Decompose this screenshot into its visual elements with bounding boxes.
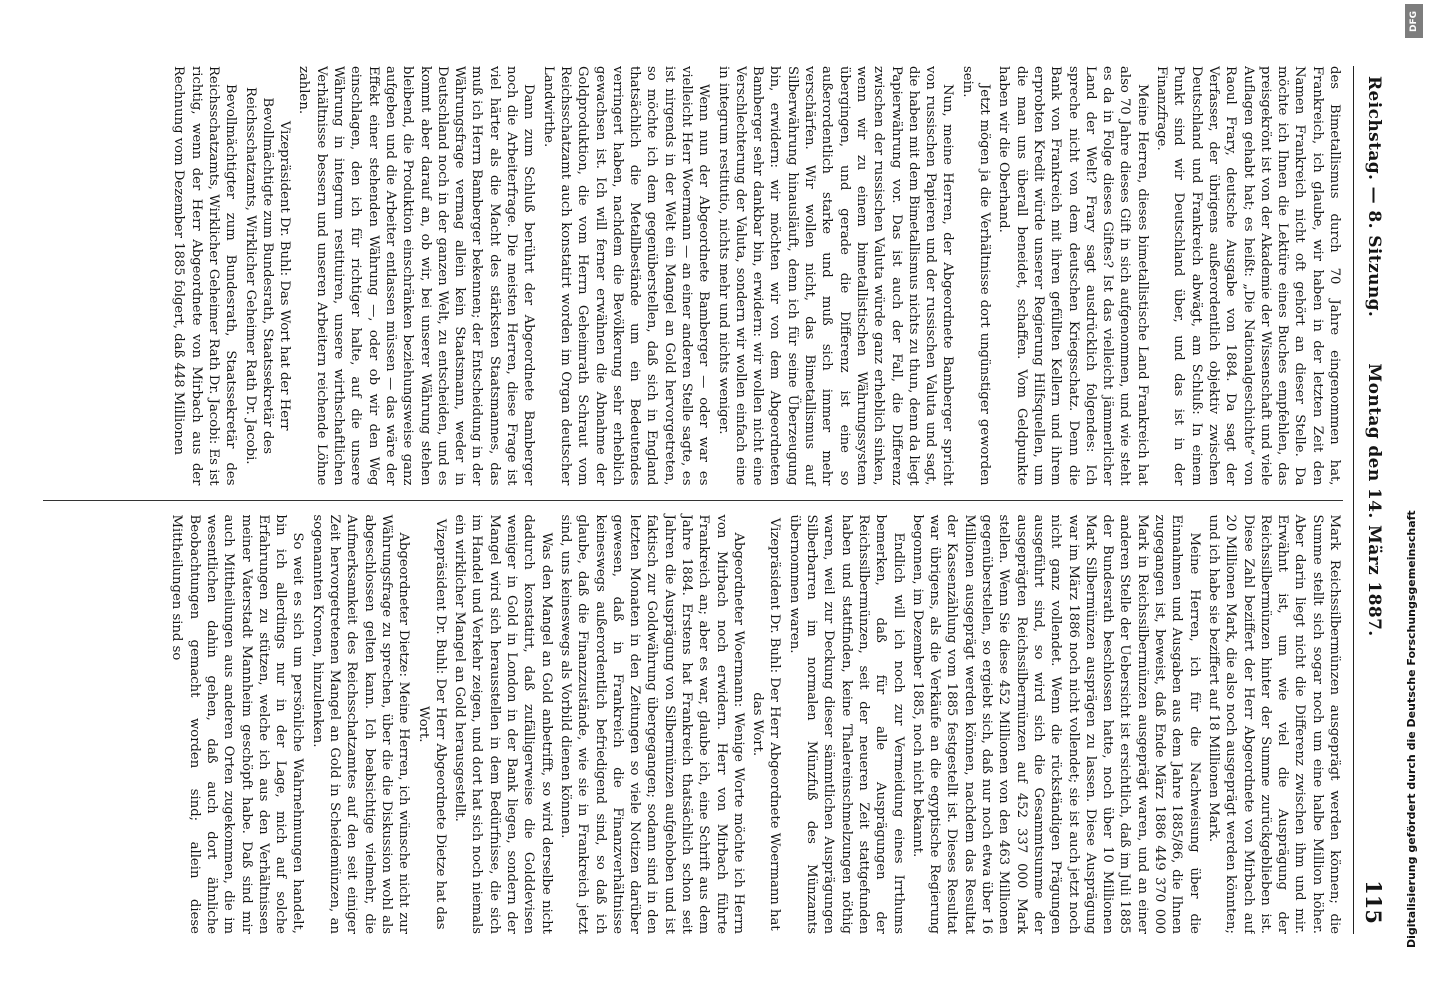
president-announcement: Vizepräsident Dr. Buhl: Der Herr Abgeordnete Woermann hat das Wort.	[750, 517, 783, 931]
right-paragraph: Endlich will ich noch zur Vermeidung eines Irrthums bemerken, daß für alle Ausprägungen der Reichssilbermünzen, seit der neueren Zeit stattgefunden haben und stattfinden, keine Thalereinschmelzungen nöthig waren, weil zur Deckung dieser sämmtlichen Ausprägungen Silberbarren im normalen Münzfuß des Münzamts übernommen waren.	[786, 514, 906, 934]
left-column	[43, 66, 1343, 500]
right-paragraph: Was den Mangel an Gold anbetrifft, so wird derselbe nicht dadurch konstatirt, daß zufälligerweise die Golddevisen weniger in Gold in London in der Bank liegen, sondern der Mangel wird sich herausstellen in dem Bedürfnisse, die sich im Handel und Verkehr zeigen, und dort hat sich noch niemals ein wirklicher Mangel an Gold herausgestellt.	[452, 514, 554, 934]
header-left-title: Reichstag. — 8. Sitzung.	[1364, 76, 1384, 318]
left-paragraph: Dann zum Schluß berührt der Abgeordnete Bamberger noch die Arbeiterfrage. Die meisten Herren, diese Frage ist viel härter als die Macht des stärksten Staatsmannes, das muß ich Herrn Bamberger bekennen; der Entscheidung in der Währungsfrage vermag allein kein Staatsmann, weder in Deutschland noch in der ganzen Welt, zu entscheiden, und es kommt aber darauf an, ob wir, bei unserer Währung stehen bleibend, die Produktion einschränken beziehungsweise ganz aufgeben und die Arbeiter entlassen müssen — das wäre der Effekt einer stehenden Währung —, oder ob wir den Weg einschlagen, den ich für richtiger halte, auf die unsere Währung in integrum restituiren, unsere wirthschaftlichen Verhältnisse bessern und unseren Arbeitern reichende Löhne zahlen.	[296, 66, 537, 486]
right-paragraph: Mark Reichssilbermünzen ausgeprägt werden können; die Summe stellt sich sogar noch um eine halbe Million höher. Aber darin liegt nicht die Differenz zwischen ihm und mir. Erwähnt ist, um wie viel die Ausprägung der Reichssilbermünzen hinter der Summe zurückgeblieben ist. Diese Zahl beziffert der Herr Abgeordnete von Mirbach auf 20 Millionen Mark, die also noch ausgeprägt werden könnten; und ich habe sie beziffert auf 18 Millionen Mark.	[1205, 514, 1342, 934]
digitization-watermark	[1401, 0, 1427, 1000]
speaker-paragraph: Abgeordneter Woermann: Wenige Worte möchte ich Herrn von Mirbach noch erwidern. Herr von Mirbach führte Frankreich an; aber es war, glaube ich, eine Schrift aus dem Jahre 1884. Erstens hat Frankreich thatsächlich schon seit Jahren die Ausprägung von Silbermünzen aufgehoben und ist faktisch zur Goldwährung übergegangen; sodann sind in den letzten Monaten in den Zeitungen so viele Notizen darüber gewesen, daß in Frankreich die Finanzverhältnisse keineswegs außerordentlich befriedigend sind, so daß ich glaube, daß die Finanzzustände, wie sie in Frankreich jetzt sind, uns keineswegs als Vorbild dienen können.	[557, 514, 746, 934]
watermark-text: Digitalisierung gefördert durch die Deutsche Forschungsgemeinschaft	[1405, 510, 1418, 948]
speaker-paragraph: Abgeordneter Dietze: Meine Herren, ich wünsche nicht zur Währungsfrage zu sprechen, über die die Diskussion wohl als abgeschlossen gelten kann. Ich beabsichtige vielmehr, die Aufmerksamkeit des Reichsschatzamtes auf den seit einiger Zeit hervorgetretenen Mangel an Gold in Scheidemünzen, an sogenannten Kronen, hinzulenken.	[309, 514, 412, 934]
right-paragraph: Meine Herren, ich für die Nachweisung über die Einnahmen und Ausgaben aus dem Jahre 1885/86, die Ihnen zugegangen ist, beweist, daß Ende März 1886 449 370 000 Mark in Reichssilbermünzen ausgeprägt waren, und an einer anderen Stelle der Uebersicht ist ersichtlich, daß im Juli 1885 der Bundesrath beschlossen hatte, noch über 10 Millionen Mark Silbermünzen ausprägen zu lassen. Diese Ausprägung war im März 1886 noch nicht vollendet; sie ist auch jetzt noch nicht ganz vollendet. Wenn die rückständigen Prägungen ausgeführt sind, so wird sich die Gesammtsumme der ausgeprägten Reichssilbermünzen auf 452 337 000 Mark stellen. Wenn Sie diese 452 Millionen von den 463 Millionen gegenüberstellen, so ergiebt sich, daß nur noch etwa über 16 Millionen ausgeprägt werden können, nachdem das Resultat der Kassenzählung vom 1885 festgestellt ist. Dieses Resultat war übrigens, als die Verkäufe an die egyptische Regierung begonnen, im Dezember 1885, noch nicht bekannt.	[909, 514, 1202, 934]
president-announcement: Vizepräsident Dr. Buhl: Der Herr Abgeordnete Dietze hat das Wort.	[415, 518, 448, 930]
text-columns	[43, 66, 1343, 934]
right-paragraph: So weit es sich um persönliche Wahrnehmungen handelt, bin ich allerdings nur in der Lage, mich auf solche Erfahrungen zu stützen, welche ich aus den Verhältnissen meiner Vaterstadt Mannheim geschöpft habe. Daß sind mir auch Mittheilungen aus anderen Orten zugekommen, die im wesentlichen dahin gehen, daß auch dort ähnliche Beobachtungen gemacht worden sind; allein diese Mittheilungen sind so	[169, 514, 306, 934]
page-number: 115	[1361, 880, 1386, 924]
left-paragraph: Wenn nun der Abgeordnete Bamberger — oder war es vielleicht Herr Woermann — an einer anderen Stelle sagte, es ist nirgends in der Welt ein Mangel an Gold hervorgetreten, so möchte ich dem gegenüberstellen, daß sich in England thatsächlich die Metallbestände um ein Bedeutendes verringert haben, nachdem die Bevölkerung sehr erheblich gewachsen ist. Ich will ferner erwähnen die Abnahme der Goldproduktion, die vom Herrn Geheimrath Schraut vom Reichsschatzamt auch konstatirt worden im Organ deutscher Landwirthe.	[540, 66, 712, 486]
scanned-page	[12, 20, 1420, 980]
speaker-paragraph: Bevollmächtigter zum Bundesrath, Staatssekretär des Reichsschatzamts, Wirklicher Geheimer Rath Dr. Jacobi: Es ist richtig, wenn der Herr Abgeordnete von Mirbach aus der Rechnung vom Dezember 1885 folgert, daß 448 Millionen	[171, 66, 239, 486]
right-column	[43, 501, 1343, 935]
left-paragraph: Jetzt mögen ja die Verhältnisse dort ungünstiger geworden sein.	[959, 66, 993, 486]
left-paragraph: des Bimetallismus durch 70 Jahre eingenommen hat, Frankreich, ich glaube, wir haben in der letzten Zeit den Namen Frankreich nicht oft gehört an dieser Stelle. Da möchte ich Ihnen die Lektüre eines Buches empfehlen, das preisgekrönt ist von der Akademie der Wissenschaft und viele Auflagen gehabt hat; es heißt: „Die Nationalgeschichte“ von Raoul Frary, deutsche Ausgabe von 1884. Da sagt der Verfasser, der übrigens außerordentlich objektiv zwischen Deutschland und Frankreich abwägt, am Schluß: In einem Punkt sind wir Deutschland über, und das ist in der Finanzfrage.	[1154, 66, 1342, 486]
left-paragraph: Nun, meine Herren, der Abgeordnete Bamberger spricht von russischen Papieren und der russischen Valuta und sagt, die haben mit dem Bimetallismus nichts zu thun, denn da liegt Papierwährung vor. Das ist auch der Fall, die Differenz zwischen der russischen Valuta würde ganz erheblich sinken, wenn wir zu einem bimetallistischen Währungssystem übergingen, und gerade die Differenz ist eine so außerordentlich starke und muß sich immer mehr verschärfen. Wir wollen nicht, das Bimetallismus auf Silberwährung hinausläuft, denn ich für seine Überzeugung bin, erwidern: wir möchten wir von dem Abgeordneten Bamberger sehr dankbar bin, erwidern: wir wollen nicht eine Verschlechterung der Valuta, sondern wir wollen einfach eine in integrum restitutio, nichts mehr und nichts weniger.	[715, 66, 956, 486]
header-date: Montag den 14. März 1887.	[1364, 363, 1384, 637]
president-announcement: Vizepräsident Dr. Buhl: Das Wort hat der Herr Bevollmächtigte zum Bundesrath, Staatssekretär des Reichsschatzamts, Wirklicher Geheimer Rath Dr. Jacobi.	[242, 87, 293, 465]
page-header	[1353, 66, 1388, 934]
left-paragraph: Meine Herren, dieses bimetallistische Land Frankreich hat also 70 Jahre dieses Gift in sich aufgenommen, und wie steht es da in Folge dieses Giftes? Ist das vielleicht jämmerlicher Land der Welt? Frary sagt ausdrücklich folgendes: Ich spreche nicht von dem deutschen Kriegsschatz. Denn die Bank von Frankreich mit ihren gefüllten Kellern und ihrem erprobten Kredit würde unserer Regierung Hilfsquellen, um die man uns überall beneidet, schaffen. Vom Geldpunkte haben wir die Oberhand.	[996, 66, 1150, 486]
dfg-logo: DFG	[1405, 4, 1423, 38]
